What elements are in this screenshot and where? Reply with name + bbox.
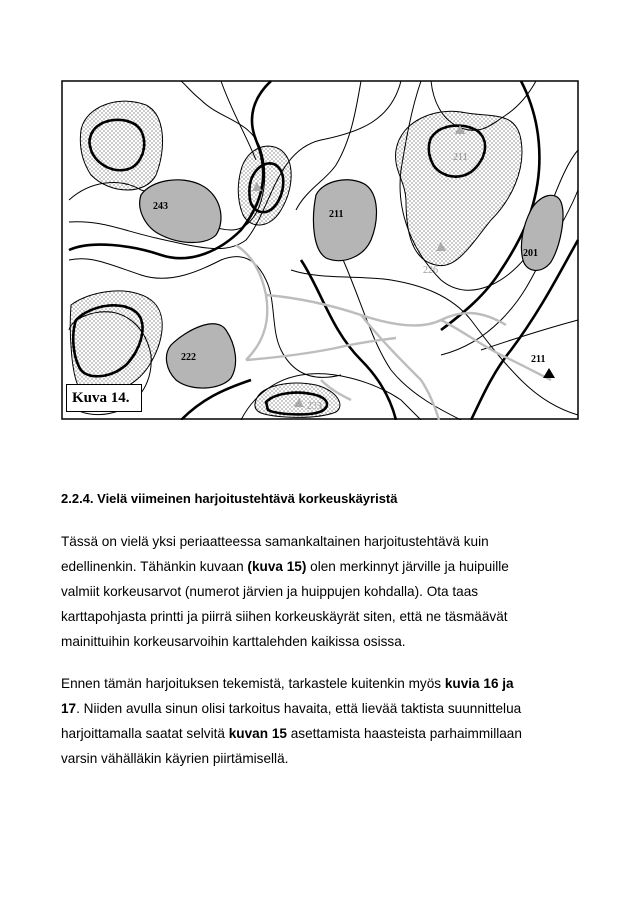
paragraph-line: Tässä on vielä yksi periaatteessa samankaltainen harjoitustehtävä kuin (61, 534, 489, 549)
paragraph-1 (61, 529, 581, 654)
elevation-label-peak-lower: 226 (423, 265, 438, 276)
text-run: harjoittamalla saatat selvitä (61, 726, 229, 741)
elevation-label-peak-upper: 211 (453, 152, 468, 163)
paragraph-line (61, 721, 581, 746)
elevation-label-lake-211: 211 (329, 209, 344, 220)
elevation-label-peak-bottom: 233 (307, 401, 322, 412)
figure-reference: kuvia 16 ja (444, 676, 514, 691)
paragraph-line (61, 554, 581, 579)
paragraph-line: mainittuihin korkeusarvoihin karttalehden kaikissa osissa. (61, 634, 406, 649)
elevation-label-lake-222: 222 (181, 352, 196, 363)
figure-reference: (kuva 15) (247, 559, 307, 574)
paragraph-line: karttapohjasta printti ja piirrä siihen korkeuskäyrät siten, että ne täsmäävät (61, 609, 508, 624)
paragraph-line: varsin vähälläkin käyrien piirtämisellä. (61, 751, 289, 766)
text-run: olen merkinnyt järville ja huipuille (306, 559, 509, 574)
elevation-label-peak-east: 211 (531, 354, 546, 365)
paragraph-line: valmiit korkeusarvot (numerot järvien ja huippujen kohdalla). Ota taas (61, 584, 479, 599)
text-run: asettamista haasteista parhaimmillaan (286, 726, 522, 741)
contour-map (61, 80, 579, 420)
elevation-label-lake-243: 243 (153, 201, 168, 212)
text-run: Ennen tämän harjoituksen tekemistä, tarkastele kuitenkin myös (61, 676, 445, 691)
contour-map-figure (61, 80, 579, 420)
text-run: edellinenkin. Tähänkin kuvaan (61, 559, 248, 574)
paragraph-line (61, 671, 581, 696)
elevation-label-lake-201: 201 (523, 248, 538, 259)
figure-reference: kuvan 15 (228, 726, 287, 741)
paragraph-line (61, 696, 581, 721)
figure-caption: Kuva 14. (66, 384, 142, 412)
text-run: . Niiden avulla sinun olisi tarkoitus havaita, että lievää taktista suunnittelua (76, 701, 522, 716)
paragraph-2 (61, 671, 581, 771)
figure-reference: 17 (61, 701, 77, 716)
section-heading: 2.2.4. Vielä viimeinen harjoitustehtävä korkeuskäyristä (61, 491, 398, 506)
